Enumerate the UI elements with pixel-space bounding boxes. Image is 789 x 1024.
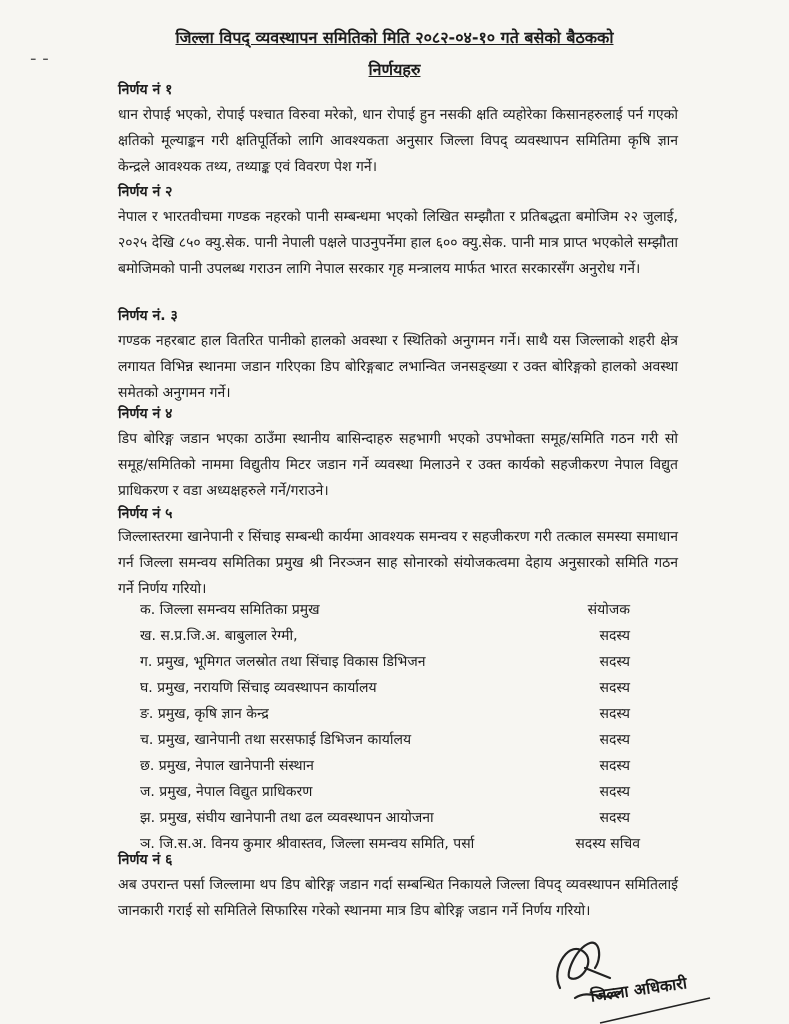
margin-mark: - - <box>30 48 49 69</box>
decision-4-heading: निर्णय नं ४ <box>118 406 173 422</box>
decision-1-text: धान रोपाई भएको, रोपाई पश्चात विरुवा मरेको, धान रोपाई हुन नसकी क्षति व्यहोरेका किसानहरुलाई पर्न गएको क्षतिको मूल्याङ्कन गरी क्षतिपूर्तिको लागि आवश्यकता अनुसार जिल्ला विपद् व्यवस्थापन समितिमा कृषि ज्ञान केन्द्रले आवश्यक तथ्य, तथ्याङ्क एवं विवरण पेश गर्ने। <box>118 107 678 175</box>
committee-member <box>140 623 660 649</box>
member-role: झ. प्रमुख, संघीय खानेपानी तथा ढल व्यवस्थापन आयोजना <box>140 810 434 826</box>
member-role: ङ. प्रमुख, कृषि ज्ञान केन्द्र <box>140 706 269 722</box>
committee-member <box>140 753 660 779</box>
member-position: सदस्य <box>599 680 630 696</box>
member-position: सदस्य <box>599 758 630 774</box>
decision-5-heading: निर्णय नं ५ <box>118 506 173 522</box>
stamp-text: जिल्ला अधिकारी <box>589 973 689 1006</box>
member-position: सदस्य <box>599 654 630 670</box>
committee-member-list <box>140 597 660 857</box>
member-position: सदस्य <box>599 732 630 748</box>
member-role: घ. प्रमुख, नरायणि सिंचाइ व्यवस्थापन कार्यालय <box>140 680 377 696</box>
member-position: सदस्य सचिव <box>575 836 640 852</box>
committee-member <box>140 805 660 831</box>
decision-2-heading: निर्णय नं २ <box>118 184 173 200</box>
decision-3-text: गण्डक नहरबाट हाल वितरित पानीको हालको अवस्था र स्थितिको अनुगमन गर्ने। साथै यस जिल्लाको शहरी क्षेत्र लगायत विभिन्न स्थानमा जडान गरिएका डिप बोरिङ्गबाट लभान्वित जनसङ्ख्या र उक्त बोरिङ्गको हालको अवस्था समेतको अनुगमन गर्ने। <box>118 333 678 401</box>
member-role: ग. प्रमुख, भूमिगत जलस्रोत तथा सिंचाइ विकास डिभिजन <box>140 654 426 670</box>
decision-4-text: डिप बोरिङ्ग जडान भएका ठाउँमा स्थानीय बासिन्दाहरु सहभागी भएको उपभोक्ता समूह/समिति गठन गरी सो समूह/समितिको नाममा विद्युतीय मिटर जडान गर्ने व्यवस्था मिलाउने र उक्त कार्यको सहजीकरण नेपाल विद्युत प्राधिकरण र वडा अध्यक्षहरुले गर्ने/गराउने। <box>118 431 678 499</box>
member-position: सदस्य <box>599 706 630 722</box>
decision-1-heading: निर्णय नं १ <box>118 82 173 98</box>
committee-member <box>140 649 660 675</box>
committee-member <box>140 779 660 805</box>
document-subtitle: निर्णयहरु <box>368 60 421 79</box>
document-title: जिल्ला विपद् व्यवस्थापन समितिको मिति २०८२-०४-१० गते बसेको बैठकको <box>175 28 614 47</box>
committee-member <box>140 701 660 727</box>
decision-6-heading: निर्णय नं ६ <box>118 852 173 868</box>
decision-5-text: जिल्लास्तरमा खानेपानी र सिंचाइ सम्बन्धी कार्यमा आवश्यक समन्वय र सहजीकरण गरी तत्काल समस्या समाधान गर्न जिल्ला समन्वय समितिका प्रमुख श्री निरञ्जन साह सोनारको संयोजकत्वमा देहाय अनुसारको समिति गठन गर्ने निर्णय गरियो। <box>118 529 678 597</box>
decision-6-text: अब उपरान्त पर्सा जिल्लामा थप डिप बोरिङ्ग जडान गर्दा सम्बन्धित निकायले जिल्ला विपद् व्यवस्थापन समितिलाई जानकारी गराई सो समितिले सिफारिस गरेको स्थानमा मात्र डिप बोरिङ्ग जडान गर्ने निर्णय गरियो। <box>118 877 678 919</box>
decision-2-text: नेपाल र भारतवीचमा गण्डक नहरको पानी सम्बन्धमा भएको लिखित सम्झौता र प्रतिबद्धता बमोजिम २२ जुलाई, २०२५ देखि ८५० क्यु.सेक. पानी नेपाली पक्षले पाउनुपर्नेमा हाल ६०० क्यु.सेक. पानी मात्र प्राप्त भएकोले सम्झौता बमोजिमको पानी उपलब्ध गराउन लागि नेपाल सरकार गृह मन्त्रालय मार्फत भारत सरकारसँग अनुरोध गर्ने। <box>118 209 678 277</box>
member-role: ज. प्रमुख, नेपाल विद्युत प्राधिकरण <box>140 784 313 800</box>
member-role: क. जिल्ला समन्वय समितिका प्रमुख <box>140 602 320 618</box>
member-position: सदस्य <box>599 628 630 644</box>
committee-member <box>140 675 660 701</box>
member-position: सदस्य <box>599 784 630 800</box>
signature-icon <box>540 928 720 1024</box>
member-role: छ. प्रमुख, नेपाल खानेपानी संस्थान <box>140 758 314 774</box>
member-position: संयोजक <box>587 602 630 618</box>
committee-member <box>140 727 660 753</box>
member-role: च. प्रमुख, खानेपानी तथा सरसफाई डिभिजन कार्यालय <box>140 732 412 748</box>
member-position: सदस्य <box>599 810 630 826</box>
decision-3-heading: निर्णय नं. ३ <box>118 308 178 324</box>
committee-member <box>140 831 660 857</box>
member-role: ञ. जि.स.अ. विनय कुमार श्रीवास्तव, जिल्ला समन्वय समिति, पर्सा <box>140 836 475 852</box>
member-role: ख. स.प्र.जि.अ. बाबुलाल रेग्मी, <box>140 628 298 644</box>
committee-member <box>140 597 660 623</box>
